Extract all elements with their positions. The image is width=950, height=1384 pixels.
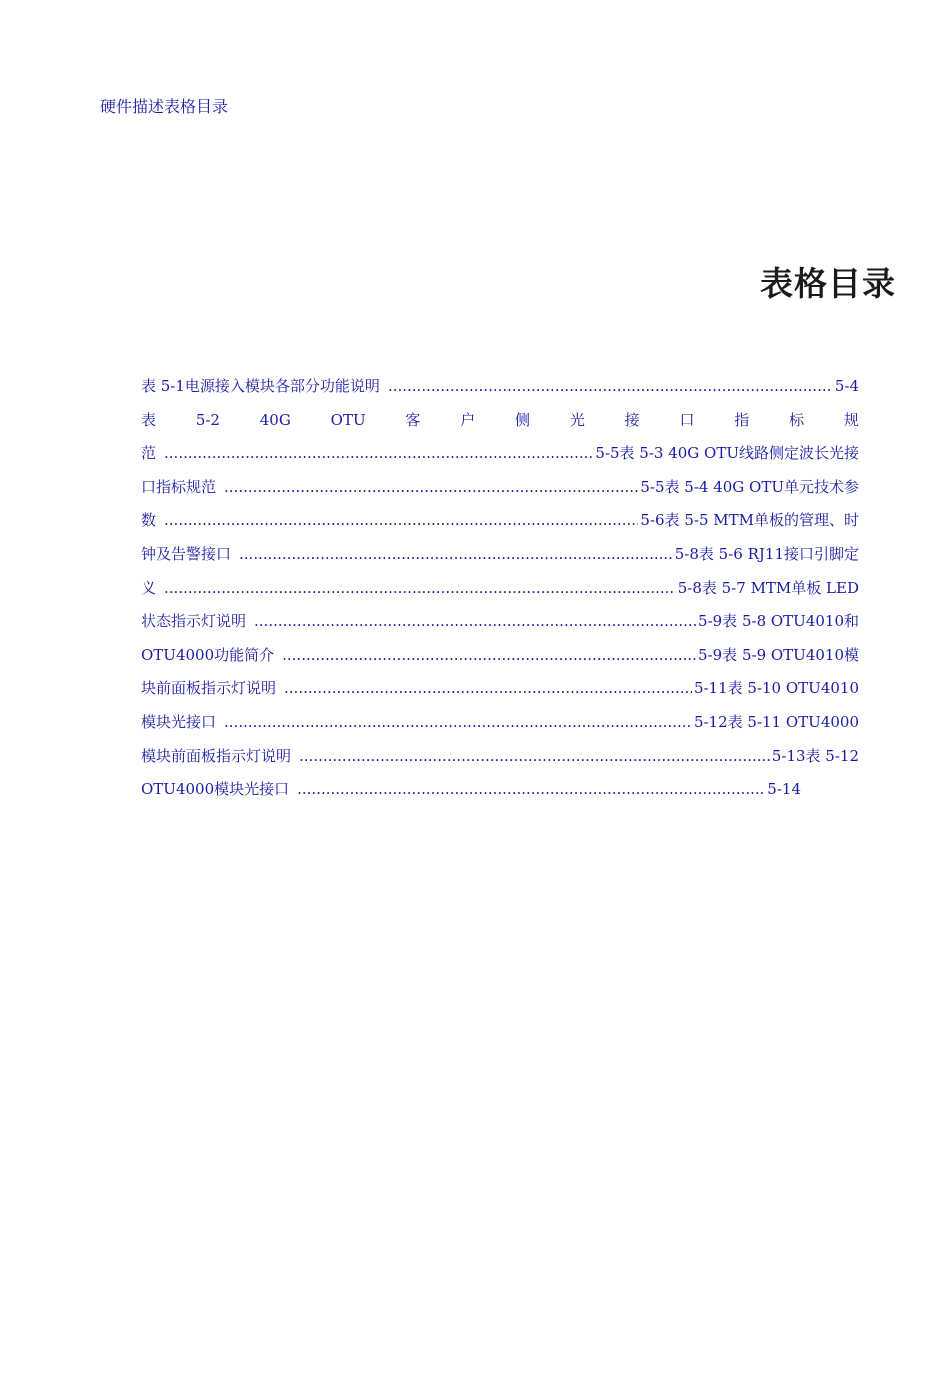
- toc-line[interactable]: [141, 542, 859, 576]
- toc-word: 标: [789, 410, 805, 429]
- toc-word: 5-2: [195, 410, 220, 429]
- toc-line[interactable]: [141, 744, 859, 778]
- dot-leader: [164, 508, 638, 532]
- dot-leader: [297, 777, 765, 801]
- toc-page-ref: 5-8表 5-6 RJ11接口引脚定: [674, 544, 859, 563]
- toc-line[interactable]: [141, 710, 859, 744]
- toc-line[interactable]: [141, 508, 859, 542]
- toc-entry-text: 模块光接口: [141, 712, 217, 731]
- toc-word: 光: [569, 410, 585, 429]
- toc-entry-text: 状态指示灯说明: [141, 612, 247, 631]
- toc-entry-text: OTU4000模块光接口: [141, 780, 290, 799]
- toc-word: 客: [405, 410, 421, 429]
- table-of-tables: [141, 374, 859, 811]
- toc-line[interactable]: [141, 643, 859, 677]
- toc-page-ref: 5-11表 5-10 OTU4010: [693, 679, 859, 698]
- toc-line[interactable]: [141, 676, 859, 710]
- toc-page-ref: 5-14: [767, 780, 801, 799]
- dot-leader: [388, 374, 833, 398]
- toc-page-ref: 5-4: [834, 377, 859, 395]
- dot-leader: [224, 710, 692, 734]
- dot-leader: [284, 676, 692, 700]
- toc-entry-text: 钟及告警接口: [141, 544, 232, 563]
- toc-line[interactable]: [141, 441, 859, 475]
- toc-word: 接: [624, 410, 640, 429]
- dot-leader: [164, 441, 593, 465]
- toc-line[interactable]: [141, 576, 859, 610]
- running-header: 硬件描述表格目录: [100, 97, 229, 116]
- toc-entry-text: 数: [141, 511, 157, 530]
- toc-word: OTU: [330, 410, 366, 429]
- toc-word: 指: [734, 410, 750, 429]
- toc-page-ref: 5-13表 5-12: [771, 746, 859, 765]
- dot-leader: [282, 643, 696, 667]
- toc-word: 40G: [259, 410, 291, 429]
- toc-word: 表: [141, 410, 157, 429]
- toc-word: 口: [679, 410, 695, 429]
- toc-word: 户: [460, 410, 476, 429]
- dot-leader: [239, 542, 673, 566]
- toc-page-ref: 5-5表 5-4 40G OTU单元技术参: [640, 477, 859, 496]
- dot-leader: [164, 576, 676, 600]
- dot-leader: [224, 475, 638, 499]
- toc-entry-text: 范: [141, 444, 157, 463]
- toc-word: 规: [843, 410, 859, 429]
- toc-page-ref: 5-5表 5-3 40G OTU线路侧定波长光接: [595, 444, 859, 463]
- dot-leader: [254, 609, 696, 633]
- toc-page-ref: 5-8表 5-7 MTM单板 LED: [677, 578, 859, 597]
- toc-page-ref: 5-9表 5-8 OTU4010和: [698, 612, 859, 631]
- toc-line[interactable]: [141, 408, 859, 442]
- toc-word: 侧: [515, 410, 531, 429]
- toc-entry-text: 表 5-1电源接入模块各部分功能说明: [141, 377, 380, 395]
- page-title: 表格目录: [760, 264, 896, 303]
- toc-line[interactable]: [141, 609, 859, 643]
- toc-page-ref: 5-12表 5-11 OTU4000: [693, 712, 859, 731]
- toc-entry-text: 口指标规范: [141, 477, 217, 496]
- toc-page-ref: 5-9表 5-9 OTU4010模: [698, 645, 859, 664]
- toc-page-ref: 5-6表 5-5 MTM单板的管理、时: [640, 511, 859, 530]
- toc-entry-text: 块前面板指示灯说明: [141, 679, 277, 698]
- toc-entry-text: OTU4000功能简介: [141, 645, 275, 664]
- toc-line[interactable]: [141, 374, 859, 408]
- toc-line[interactable]: [141, 777, 801, 811]
- toc-entry-text: 义: [141, 578, 157, 597]
- toc-line[interactable]: [141, 475, 859, 509]
- toc-entry-text: 模块前面板指示灯说明: [141, 746, 292, 765]
- dot-leader: [299, 744, 770, 768]
